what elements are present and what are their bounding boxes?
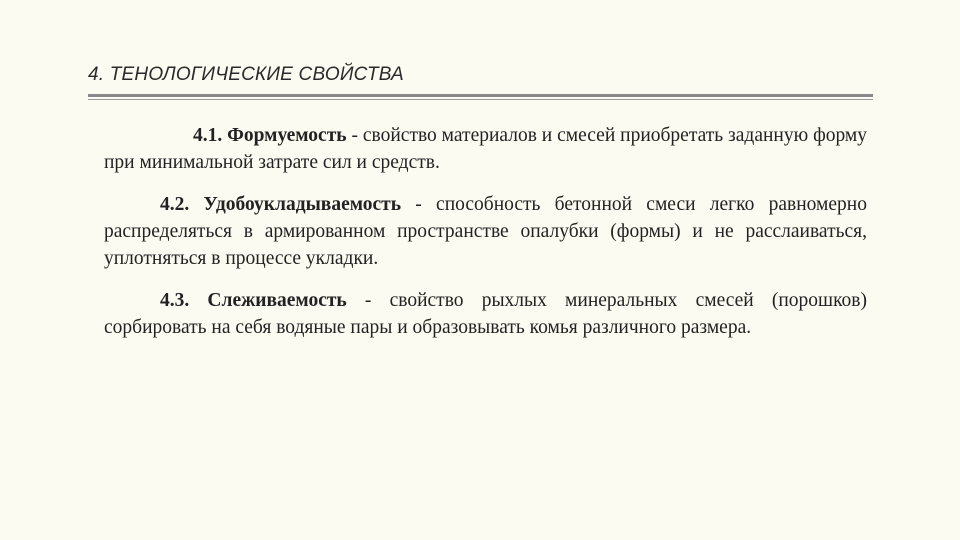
title-divider-thick: [88, 94, 873, 97]
term-workability: 4.2. Удобоукладываемость: [160, 194, 402, 215]
section-caking: [104, 287, 867, 341]
term-caking: 4.3. Слеживаемость: [160, 290, 347, 311]
section-formability: [104, 122, 867, 176]
term-formability: 4.1. Формуемость: [193, 125, 347, 146]
definition-caking: - свойство рыхлых минеральных смесей (порошков) сорбировать на себя водяные пары и образовывать комья различного размера.: [104, 290, 868, 338]
title-divider-thin: [88, 99, 873, 100]
content-body: [104, 122, 867, 341]
definition-workability: - способность бетонной смеси легко равномерно распределяться в армированном пространстве опалубки (формы) и не расслаиваться, уплотняться в процессе укладки.: [104, 194, 867, 269]
slide-title: 4. ТЕНОЛОГИЧЕСКИЕ СВОЙСТВА: [88, 64, 404, 85]
section-workability: [104, 191, 867, 272]
definition-formability: - свойство материалов и смесей приобретать заданную форму при минимальной затрате сил и средств.: [104, 125, 867, 173]
